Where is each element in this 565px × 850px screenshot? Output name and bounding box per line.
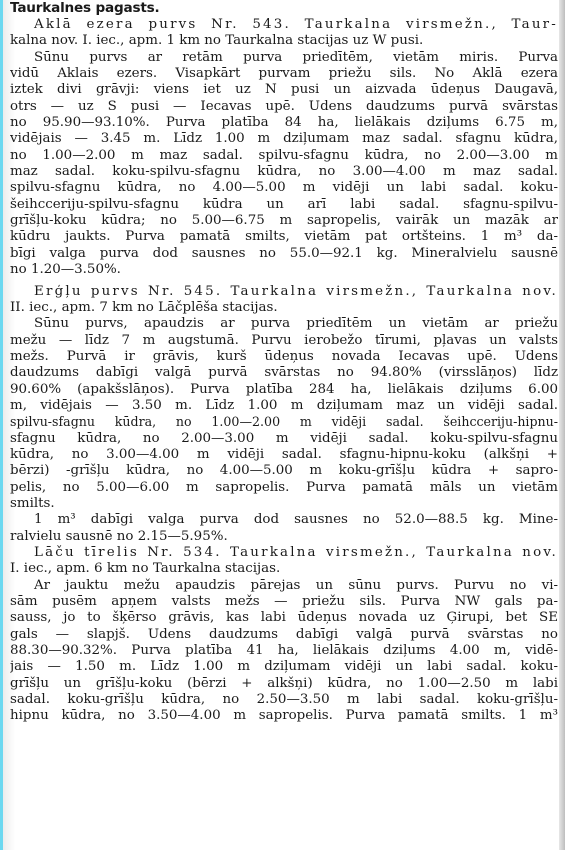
text-line: vidū Aklais ezers. Visapkārt purvam priežu sils. No Aklā ezera — [10, 66, 558, 82]
text-line: mežu — līdz 7 m augstumā. Purvu ierobežo tīrumi, pļavas un valsts — [10, 332, 558, 348]
text-line: 88.30—90.32%. Purva platība 41 ha, lielākais dziļums 4.00 m, vidē- — [10, 643, 558, 659]
text-line: bīgi valga purva dod sausnes no 55.0—92.1 kg. Mineralvielu sausnē — [10, 245, 558, 261]
section-heading: Taurkalnes pagasts. — [10, 0, 160, 16]
text-line: ralvielu sausnē no 2.15—5.95%. — [10, 528, 228, 544]
text-line: hipnu kūdra, no 3.50—4.00 m sapropelis. Purva pamatā smilts. 1 m³ — [10, 708, 558, 724]
text-line: daudzums dabīgi valgā purvā svārstas no 94.80% (virsslāņos) līdz — [10, 365, 558, 381]
text-line: bērzi) -grīšļu kūdra, no 4.00—5.00 m koku-grīšļu kūdra + sapro- — [10, 463, 558, 479]
text-line: kalna nov. I. iec., apm. 1 km no Taurkalna stacijas uz W pusi. — [10, 33, 424, 49]
text-line: no 95.90—93.10%. Purva platība 84 ha, lielākais dziļums 6.75 m, — [10, 115, 558, 131]
text-line: II. iec., apm. 7 km no Lāčplēša stacijas. — [10, 299, 278, 315]
text-line: kūdru jaukts. Purva pamatā smilts, vietām pat ortšteins. 1 m³ da- — [10, 229, 558, 245]
text-line: spilvu-sfagnu kūdra, no 1.00—2.00 m vidēji sadal. šeihcceriju-hipnu- — [10, 414, 558, 430]
text-line: sauss, jo to šķērso grāvis, kas labi ūdeņus novada uz Ģirupi, bet SE — [10, 610, 558, 626]
text-line: grīšļu-koku kūdra; no 5.00—6.75 m sapropelis, vairāk un mazāk ar — [10, 213, 558, 229]
text-line: m, vidējais — 3.50 m. Līdz 1.00 m dziļumam maz un vidēji sadal. — [10, 397, 558, 413]
text-line: iztek divi grāvji: viens iet uz N pusi un aizvada ūdeņus Daugavā, — [10, 82, 558, 98]
entry-title-line: Lāču tīrelis Nr. 534. Taurkalna virsmežn., Taurkalna nov. — [34, 545, 558, 560]
text-line: maz sadal. koku-spilvu-sfagnu kūdra, no 3.00—4.00 m maz sadal. — [10, 164, 558, 180]
text-line: 1 m³ dabīgi valga purva dod sausnes no 52.0—88.5 kg. Mine- — [34, 512, 558, 528]
text-line: sām pusēm apņem valsts mežs — priežu sils. Purva NW gals pa- — [10, 594, 558, 610]
text-line: kūdra, no 3.00—4.00 m vidēji sadal. sfagnu-hipnu-koku (alkšņi + — [10, 446, 558, 462]
text-line: grīšļu un grīšļu-koku (bērzi + alkšņi) kūdra, no 1.00—2.50 m labi — [10, 675, 558, 691]
text-line: vidējais — 3.45 m. Līdz 1.00 m dziļumam maz sadal. sfagnu kūdra, — [10, 131, 558, 147]
text-line: pelis, no 5.00—6.00 m sapropelis. Purva pamatā māls un vietām — [10, 479, 558, 495]
entry-title-line: Erģļu purvs Nr. 545. Taurkalna virsmežn., Taurkalna nov. — [34, 283, 558, 299]
text-line: I. iec., apm. 6 km no Taurkalna stacijas. — [10, 561, 281, 577]
text-line: Sūnu purvs, apaudzis ar purva priedītēm un vietām ar priežu — [34, 316, 558, 332]
scan-edge-right — [559, 0, 565, 850]
text-line: Ar jauktu mežu apaudzis pārejas un sūnu purvs. Purvu no vi- — [34, 577, 558, 593]
text-line: no 1.00—2.00 m maz sadal. spilvu-sfagnu kūdra, no 2.00—3.00 m — [10, 147, 558, 163]
text-line: no 1.20—3.50%. — [10, 262, 121, 278]
text-line: otrs — uz S pusi — Iecavas upē. Ūdens daudzums purvā svārstas — [10, 98, 558, 114]
document-body — [10, 0, 558, 725]
text-line: jais — 1.50 m. Līdz 1.00 m dziļumam vidēji un labi sadal. koku- — [10, 659, 558, 675]
text-line: spilvu-sfagnu kūdra, no 4.00—5.00 m vidēji un labi sadal. koku- — [10, 180, 558, 196]
text-line: smilts. — [10, 495, 55, 511]
text-line: šeihcceriju-spilvu-sfagnu kūdra un arī labi sadal. sfagnu-spilvu- — [10, 196, 558, 212]
text-line: sfagnu kūdra, no 2.00—3.00 m vidēji sadal. koku-spilvu-sfagnu — [10, 430, 558, 446]
entry-title-line: Aklā ezera purvs Nr. 543. Taurkalna virsmežn., Taur- — [34, 17, 558, 32]
text-line: mežs. Purvā ir grāvis, kurš ūdeņus novada Iecavas upē. Ūdens — [10, 348, 558, 364]
text-line: gals — slapjš. Ūdens daudzums dabīgi valgā purvā svārstas no — [10, 626, 558, 642]
text-line: 90.60% (apakšslāņos). Purva platība 284 ha, lielākais dziļums 6.00 — [10, 381, 558, 397]
text-line: sadal. koku-grīšļu kūdra, no 2.50—3.50 m labi sadal. koku-grīšļu- — [10, 692, 558, 708]
text-line: Sūnu purvs ar retām purva priedītēm, vietām miris. Purva — [34, 49, 558, 65]
